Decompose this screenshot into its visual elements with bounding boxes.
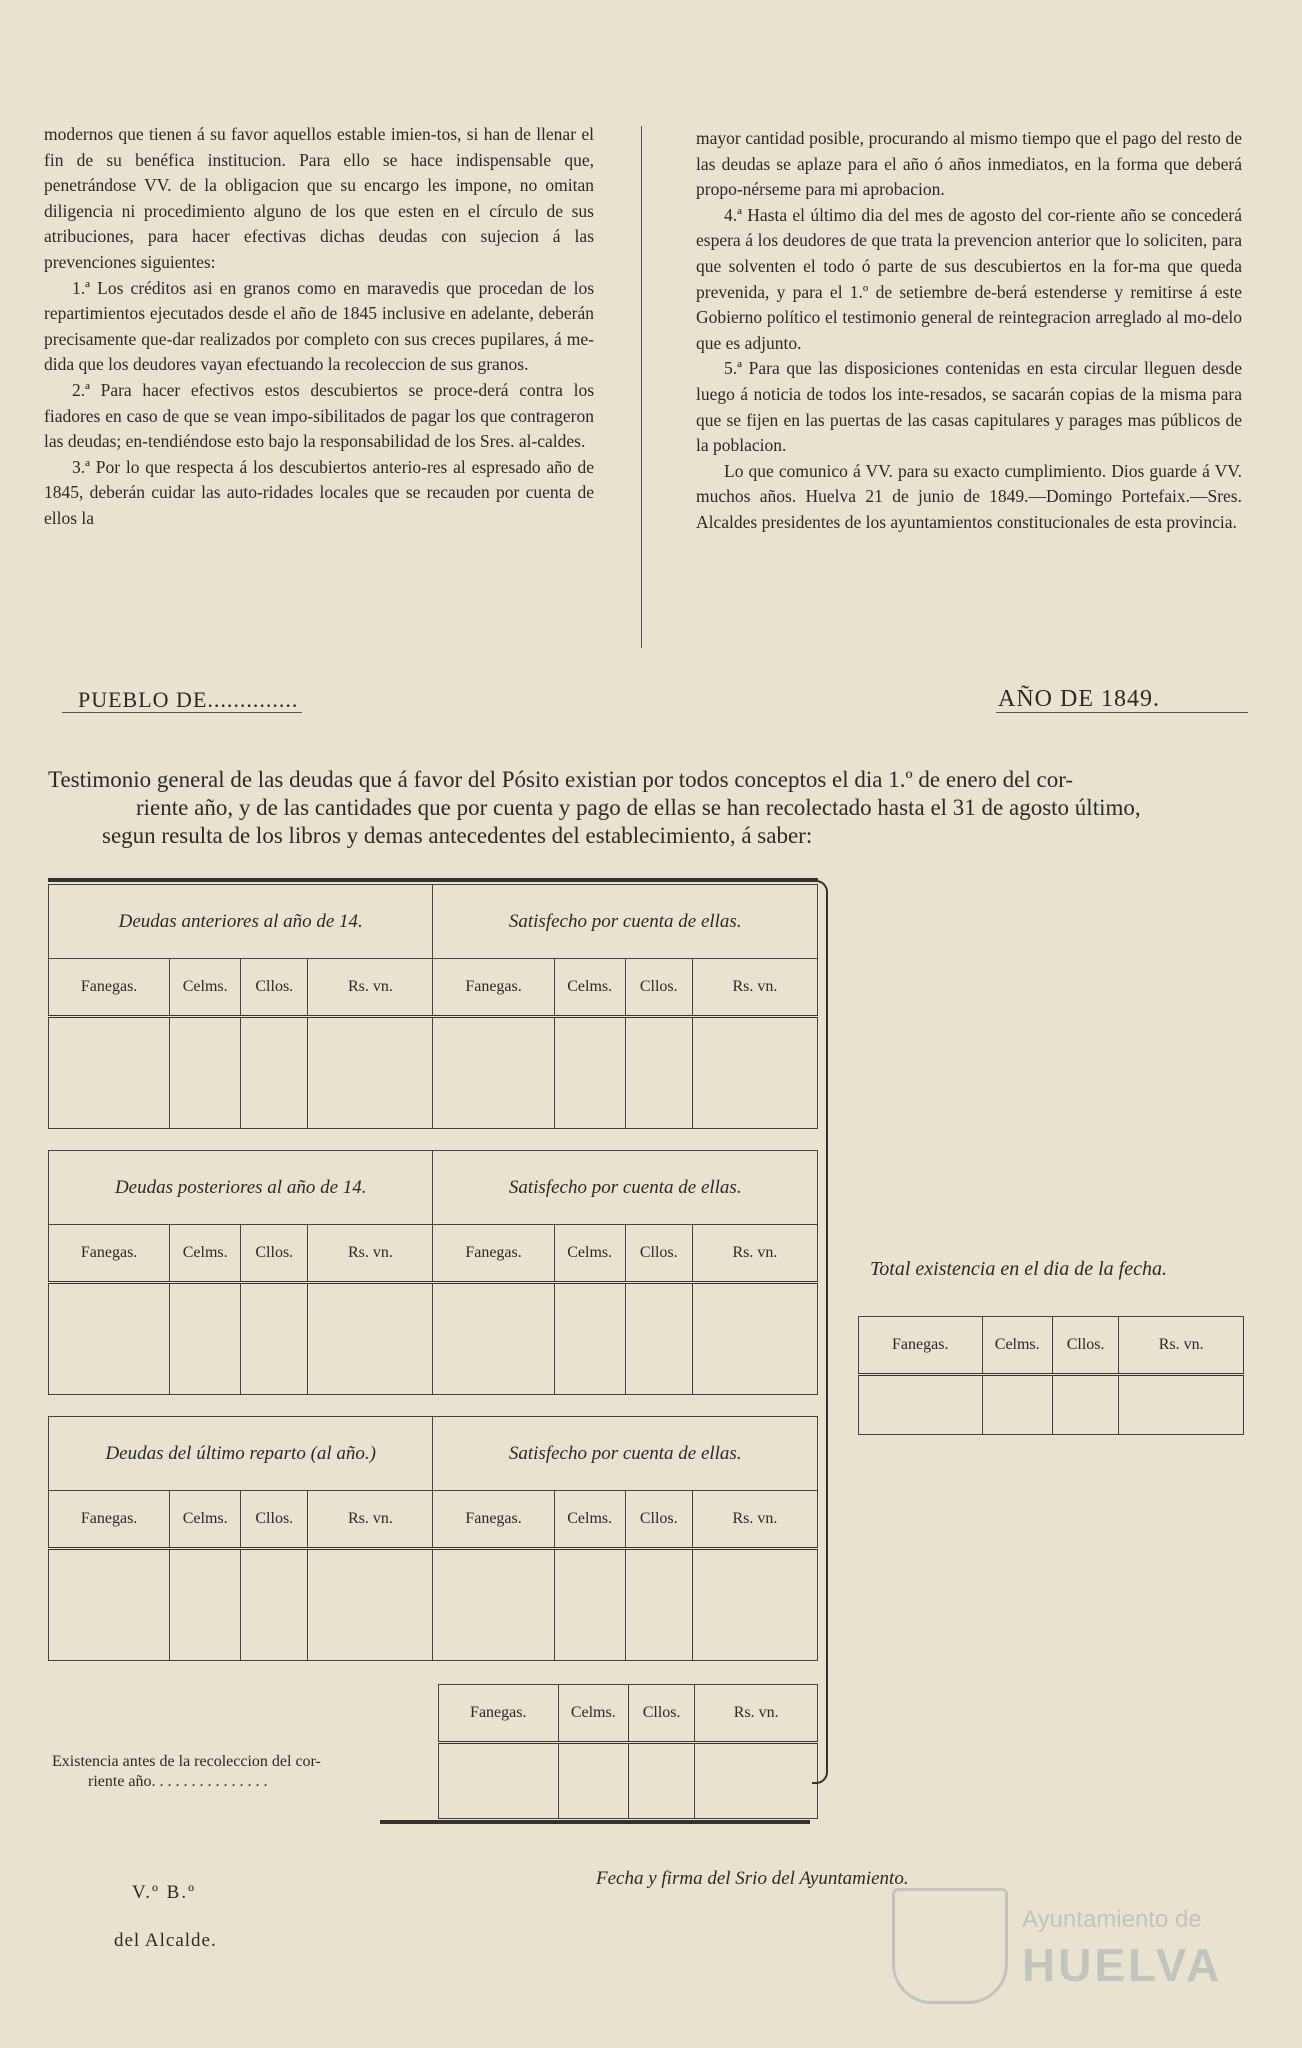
existencia-line-2: riente año. . . . . . . . . . . . . . . [88,1773,268,1790]
entry-cell[interactable] [625,1283,692,1395]
col-cllos: Cllos. [628,1685,694,1743]
section-1-left-title: Deudas anteriores al año de 14. [49,885,433,959]
col-celms: Celms. [170,1491,241,1549]
entry-cell[interactable] [170,1017,241,1129]
grouping-brace [812,880,828,1784]
existencia-table [438,1684,818,1819]
col-celms: Celms. [554,1225,625,1283]
entry-cell[interactable] [439,1743,559,1819]
table-bottom-rule [380,1820,810,1824]
entry-cell[interactable] [241,1549,308,1661]
entry-cell[interactable] [241,1283,308,1395]
entry-cell[interactable] [695,1743,818,1819]
year-label: AÑO DE 1849. [998,686,1160,712]
entry-cell[interactable] [982,1375,1052,1435]
entry-cell[interactable] [692,1549,817,1661]
entry-cell[interactable] [859,1375,983,1435]
section-table-2 [48,1150,818,1395]
section-table-1 [48,884,818,1129]
col-fanegas: Fanegas. [859,1317,983,1375]
col-rs-vn: Rs. vn. [308,959,433,1017]
entry-cell[interactable] [170,1549,241,1661]
heading-line-2: riente año, y de las cantidades que por cuenta y pago de ellas se han recolectado hasta el 31 de agosto último, [136,795,1141,820]
table-top-rule [48,878,818,882]
col-cllos: Cllos. [625,1225,692,1283]
col-fanegas: Fanegas. [433,1225,554,1283]
right-text-column [696,126,1242,536]
col-rs-vn: Rs. vn. [1119,1317,1244,1375]
col-celms: Celms. [982,1317,1052,1375]
existencia-label [52,1752,442,1792]
col-fanegas: Fanegas. [49,1225,170,1283]
col-celms: Celms. [170,1225,241,1283]
entry-cell[interactable] [308,1017,433,1129]
col-fanegas: Fanegas. [433,959,554,1017]
col-rs-vn: Rs. vn. [308,1225,433,1283]
section-3-right-title: Satisfecho por cuenta de ellas. [433,1417,818,1491]
entry-cell[interactable] [692,1283,817,1395]
col-cllos: Cllos. [1052,1317,1118,1375]
section-3-left-title: Deudas del último reparto (al año.) [49,1417,433,1491]
col-cllos: Cllos. [625,1491,692,1549]
left-paragraph-2: 1.ª Los créditos asi en granos como en maravedis que procedan de los repartimientos ejecutados desde el año de 1845 inclusive en adelante, deberán precisamente que-dar realizados por completo con sus creces pupilares, á me-dida que los deudores vayan efectuando la recoleccion de sus granos. [44,277,594,375]
entry-cell[interactable] [558,1743,628,1819]
entry-cell[interactable] [170,1283,241,1395]
entry-cell[interactable] [1119,1375,1244,1435]
col-rs-vn: Rs. vn. [692,959,817,1017]
fecha-firma-label: Fecha y firma del Srio del Ayuntamiento. [596,1868,909,1889]
year-underline [996,712,1248,713]
entry-cell[interactable] [49,1283,170,1395]
testimonio-heading [48,766,1248,850]
left-paragraph-3: 2.ª Para hacer efectivos estos descubiertos se proce-derá contra los fiadores en caso de que se vean impo-sibilitados de pagar los que contrageron las deudas; en-tendiéndose esto bajo la responsabilidad de los Sres. al-caldes. [44,379,594,452]
column-divider [641,126,642,648]
col-rs-vn: Rs. vn. [308,1491,433,1549]
heading-line-3: segun resulta de los libros y demas antecedentes del establecimiento, á saber: [102,823,813,848]
right-paragraph-1: mayor cantidad posible, procurando al mismo tiempo que el pago del resto de las deudas se aplaze para el año ó años inmediatos, en la forma que deberá propo-nérseme para mi aprobacion. [696,128,1242,200]
col-cllos: Cllos. [625,959,692,1017]
entry-cell[interactable] [433,1549,554,1661]
alcalde-label: del Alcalde. [114,1930,217,1951]
col-fanegas: Fanegas. [49,1491,170,1549]
visto-bueno-label: V.º B.º [132,1882,196,1903]
right-paragraph-2: 4.ª Hasta el último dia del mes de agosto del cor-riente año se concederá espera á los deudores de que trata la prevencion anterior que lo soliciten, para que solventen el todo ó parte de sus descubiertos en la for-ma que queda prevenida, y para el 1.º de setiembre de-berá estenderse y remitirse á este Gobierno político el testimonio general de reintegracion arreglado al mo-delo que es adjunto. [696,204,1242,353]
entry-cell[interactable] [433,1017,554,1129]
existencia-line-1: Existencia antes de la recoleccion del cor- [52,1753,321,1770]
entry-cell[interactable] [241,1017,308,1129]
entry-cell[interactable] [692,1017,817,1129]
col-celms: Celms. [558,1685,628,1743]
left-paragraph-1: modernos que tienen á su favor aquellos estable imien-tos, si han de llenar el fin de su benéfica institucion. Para ello se hace indispensable que, penetrándose VV. de la obligacion que su encargo les impone, no omitan diligencia ni procedimiento alguno de los que esten en el círculo de sus atribuciones, para hacer efectivas dichas deudas con sujecion á las prevenciones siguientes: [44,124,594,272]
watermark-line-1: Ayuntamiento de [1022,1906,1202,1933]
pueblo-underline [62,712,302,713]
entry-cell[interactable] [49,1017,170,1129]
total-existencia-title: Total existencia en el dia de la fecha. [870,1258,1167,1280]
section-2-left-title: Deudas posteriores al año de 14. [49,1151,433,1225]
left-text-column [44,122,594,532]
heading-line-1: Testimonio general de las deudas que á favor del Pósito existian por todos conceptos el dia 1.º de enero del cor- [48,767,1074,792]
entry-cell[interactable] [308,1283,433,1395]
archive-watermark [892,1888,1223,1998]
col-fanegas: Fanegas. [49,959,170,1017]
col-cllos: Cllos. [241,959,308,1017]
section-2-right-title: Satisfecho por cuenta de ellas. [433,1151,818,1225]
right-paragraph-3: 5.ª Para que las disposiciones contenidas en esta circular lleguen desde luego á noticia de todos los inte-resados, se sacarán copias de la misma para que se fijen en las puertas de las casas capitulares y parages mas públicos de la poblacion. [696,358,1242,456]
col-cllos: Cllos. [241,1225,308,1283]
col-rs-vn: Rs. vn. [692,1225,817,1283]
entry-cell[interactable] [49,1549,170,1661]
entry-cell[interactable] [1052,1375,1118,1435]
entry-cell[interactable] [554,1549,625,1661]
entry-cell[interactable] [554,1017,625,1129]
col-celms: Celms. [170,959,241,1017]
col-fanegas: Fanegas. [439,1685,559,1743]
total-existencia-table [858,1316,1244,1435]
col-celms: Celms. [554,1491,625,1549]
col-rs-vn: Rs. vn. [695,1685,818,1743]
col-cllos: Cllos. [241,1491,308,1549]
left-paragraph-4: 3.ª Por lo que respecta á los descubiertos anterio-res al espresado año de 1845, deberán cuidar las auto-ridades locales que se recauden por cuenta de ellos la [44,456,594,528]
entry-cell[interactable] [628,1743,694,1819]
entry-cell[interactable] [625,1549,692,1661]
col-rs-vn: Rs. vn. [692,1491,817,1549]
right-paragraph-4: Lo que comunico á VV. para su exacto cumplimiento. Dios guarde á VV. muchos años. Huelva 21 de junio de 1849.—Domingo Portefaix.—Sres. Alcaldes presidentes de los ayuntamientos constitucionales de esta provincia. [696,460,1242,532]
watermark-line-2: HUELVA [1022,1939,1223,1991]
entry-cell[interactable] [625,1017,692,1129]
entry-cell[interactable] [308,1549,433,1661]
col-celms: Celms. [554,959,625,1017]
section-table-3 [48,1416,818,1661]
section-1-right-title: Satisfecho por cuenta de ellas. [433,885,818,959]
entry-cell[interactable] [433,1283,554,1395]
coat-of-arms-icon [892,1888,1008,2004]
col-fanegas: Fanegas. [433,1491,554,1549]
pueblo-label: PUEBLO DE.............. [78,687,299,712]
entry-cell[interactable] [554,1283,625,1395]
